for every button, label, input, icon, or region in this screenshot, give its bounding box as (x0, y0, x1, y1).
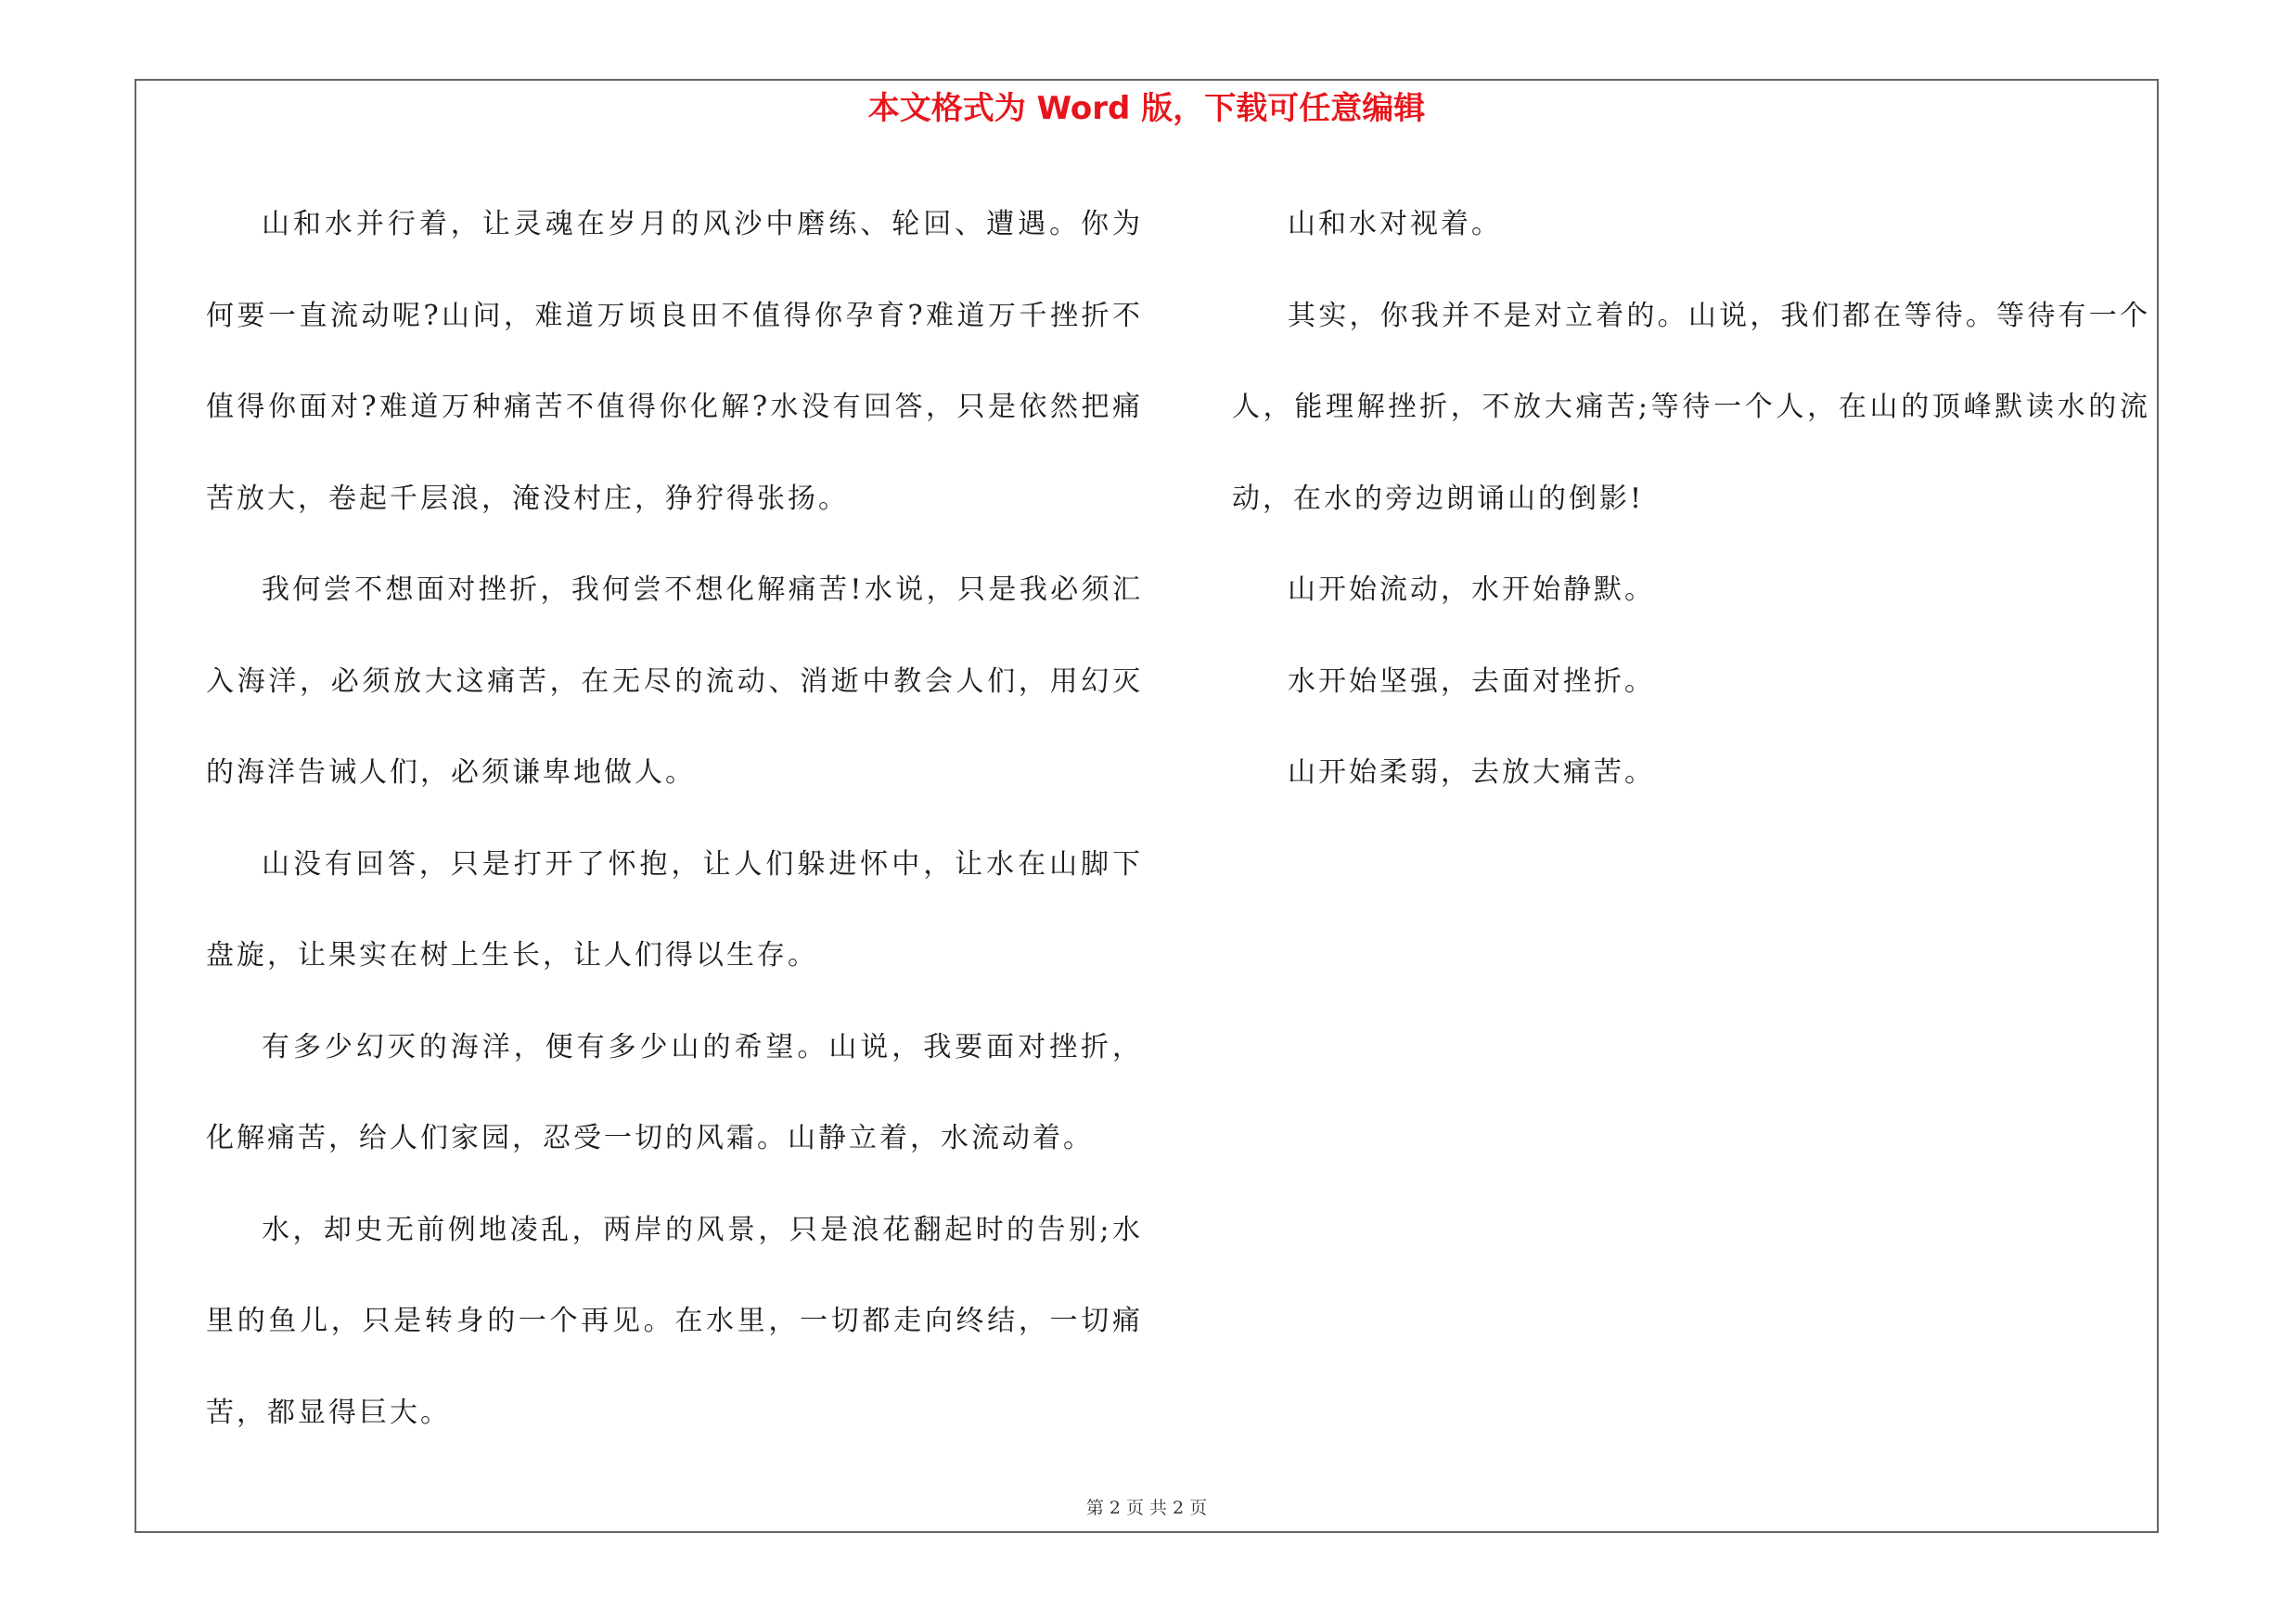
paragraph: 山和水并行着，让灵魂在岁月的风沙中磨练、轮回、遭遇。你为何要一直流动呢?山问，难道万顷良田不值得你孕育?难道万千挫折不值得你面对?难道万种痛苦不值得你化解?水没有回答，只是依然把痛苦放大，卷起千层浪，淹没村庄，狰狞得张扬。 (206, 208, 1143, 515)
paragraph: 水，却史无前例地凌乱，两岸的风景，只是浪花翻起时的告别;水里的鱼儿，只是转身的一个再见。在水里，一切都走向终结，一切痛苦，都显得巨大。 (206, 1213, 1143, 1429)
left-column (206, 179, 1143, 1459)
paragraph: 山和水对视着。 (1288, 208, 1502, 240)
paragraph: 其实，你我并不是对立着的。山说，我们都在等待。等待有一个人，能理解挫折，不放大痛苦;等待一个人，在山的顶峰默读水的流动，在水的旁边朗诵山的倒影! (1232, 299, 2150, 515)
page-number: 第 2 页 共 2 页 (1085, 1498, 1208, 1518)
right-column (1232, 179, 2150, 819)
paragraph: 山没有回答，只是打开了怀抱，让人们躲进怀中，让水在山脚下盘旋，让果实在树上生长，让人们得以生存。 (206, 847, 1143, 972)
header-banner: 本文格式为 Word 版，下载可任意编辑 (867, 90, 1426, 127)
paragraph: 有多少幻灭的海洋，便有多少山的希望。山说，我要面对挫折，化解痛苦，给人们家园，忍受一切的风霜。山静立着，水流动着。 (206, 1030, 1143, 1154)
paragraph: 我何尝不想面对挫折，我何尝不想化解痛苦!水说，只是我必须汇入海洋，必须放大这痛苦，在无尽的流动、消逝中教会人们，用幻灭的海洋告诫人们，必须谦卑地做人。 (206, 573, 1143, 789)
paragraph: 山开始流动，水开始静默。 (1288, 573, 1655, 606)
paragraph: 水开始坚强，去面对挫折。 (1288, 664, 1655, 698)
paragraph: 山开始柔弱，去放大痛苦。 (1288, 756, 1655, 789)
